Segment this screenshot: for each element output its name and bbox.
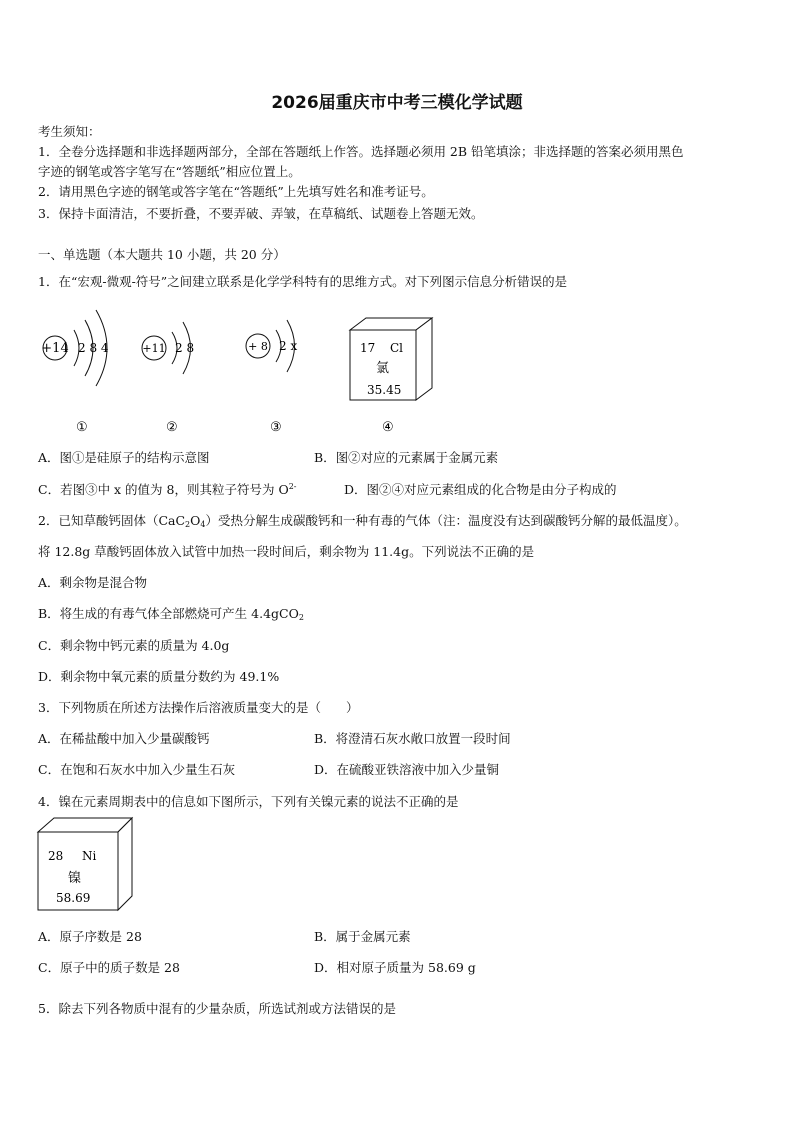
element-number: 17	[360, 341, 376, 355]
q2-option-b: B．将生成的有毒气体全部燃烧可产生 4.4gCO$_2$	[38, 606, 304, 622]
section-heading: 一、单选题（本大题共 10 小题，共 20 分）	[38, 247, 286, 262]
q1-stem: 1．在“宏观-微观-符号”之间建立联系是化学学科特有的思维方式。对下列图示信息分析错误的是	[38, 274, 568, 289]
q1-option-b: B．图②对应的元素属于金属元素	[314, 450, 499, 465]
atom-diagram-3	[246, 320, 297, 372]
atom-2-shells: 2 8	[175, 341, 195, 355]
q4-stem: 4．镍在元素周期表中的信息如下图所示，下列有关镍元素的说法不正确的是	[38, 794, 459, 809]
q5-stem: 5．除去下列各物质中混有的少量杂质，所选试剂或方法错误的是	[38, 1001, 396, 1016]
notice-heading: 考生须知：	[38, 124, 101, 139]
ni-name: 镍	[68, 871, 82, 886]
notice-item-3: 3．保持卡面清洁，不要折叠，不要弄破、弄皱，在草稿纸、试题卷上答题无效。	[38, 206, 484, 221]
q2-option-c: C．剩余物中钙元素的质量为 4.0g	[38, 638, 230, 653]
ni-mass: 58.69	[56, 891, 91, 905]
q1-figure	[30, 300, 490, 445]
q2-stem-line2: 将 12.8g 草酸钙固体放入试管中加热一段时间后，剩余物为 11.4g。下列说法不正确的是	[38, 544, 535, 559]
element-cell-chlorine	[350, 318, 432, 400]
ni-symbol: Ni	[82, 849, 97, 863]
q4-option-d: D．相对原子质量为 58.69 g	[314, 960, 476, 975]
atom-diagram-2	[142, 322, 194, 374]
q4-option-c: C．原子中的质子数是 28	[38, 960, 180, 975]
q4-option-a: A．原子序数是 28	[38, 929, 142, 944]
notice-item-1: 1．全卷分选择题和非选择题两部分，全部在答题纸上作答。选择题必须用 2B 铅笔填涂；非选择题的答案必须用黑色	[38, 144, 684, 159]
q4-option-b: B．属于金属元素	[314, 929, 411, 944]
q3-stem: 3．下列物质在所述方法操作后溶液质量变大的是（ ）	[38, 700, 359, 715]
q2-stem: 2．已知草酸钙固体$(CaC_2O_4)$受热分解生成碳酸钙和一种有毒的气体（注：温度没有达到碳酸钙分解的最低温度）。	[38, 513, 687, 529]
page-title: 2026届重庆市中考三模化学试题	[271, 93, 523, 113]
element-mass: 35.45	[367, 383, 402, 397]
atom-1-nucleus: +14	[41, 341, 69, 356]
atom-diagram-1	[41, 310, 109, 386]
element-symbol: Cl	[390, 341, 404, 355]
element-name: 氯	[376, 361, 390, 376]
atom-3-nucleus: + 8	[248, 340, 268, 353]
q3-option-b: B．将澄清石灰水敞口放置一段时间	[314, 731, 511, 746]
atom-2-nucleus: +11	[142, 342, 166, 355]
q3-option-d: D．在硫酸亚铁溶液中加入少量铜	[314, 762, 500, 777]
figure-label-3: ③	[270, 420, 282, 435]
notice-item-1-cont: 字迹的钢笔或答字笔写在“答题纸”相应位置上。	[38, 164, 301, 179]
q3-option-a: A．在稀盐酸中加入少量碳酸钙	[38, 731, 210, 746]
figure-label-1: ①	[76, 420, 88, 435]
q2-option-a: A．剩余物是混合物	[38, 575, 148, 590]
atom-3-shells: 2 x	[279, 339, 298, 353]
q1-option-c: C．若图③中 x 的值为 8，则其粒子符号为 $O^{2-}$	[38, 482, 297, 497]
q3-option-c: C．在饱和石灰水中加入少量生石灰	[38, 762, 236, 777]
atom-1-shells: 2 8 4	[78, 341, 109, 355]
notice-item-2: 2．请用黑色字迹的钢笔或答字笔在“答题纸”上先填写姓名和准考证号。	[38, 184, 434, 199]
ni-number: 28	[48, 849, 64, 863]
figure-label-2: ②	[166, 420, 178, 435]
q2-option-d: D．剩余物中氧元素的质量分数约为 49.1%	[38, 669, 280, 684]
q1-option-a: A．图①是硅原子的结构示意图	[38, 450, 210, 465]
element-cell-nickel	[36, 816, 146, 916]
figure-label-4: ④	[382, 420, 394, 435]
q1-option-d: D．图②④对应元素组成的化合物是由分子构成的	[344, 482, 617, 497]
